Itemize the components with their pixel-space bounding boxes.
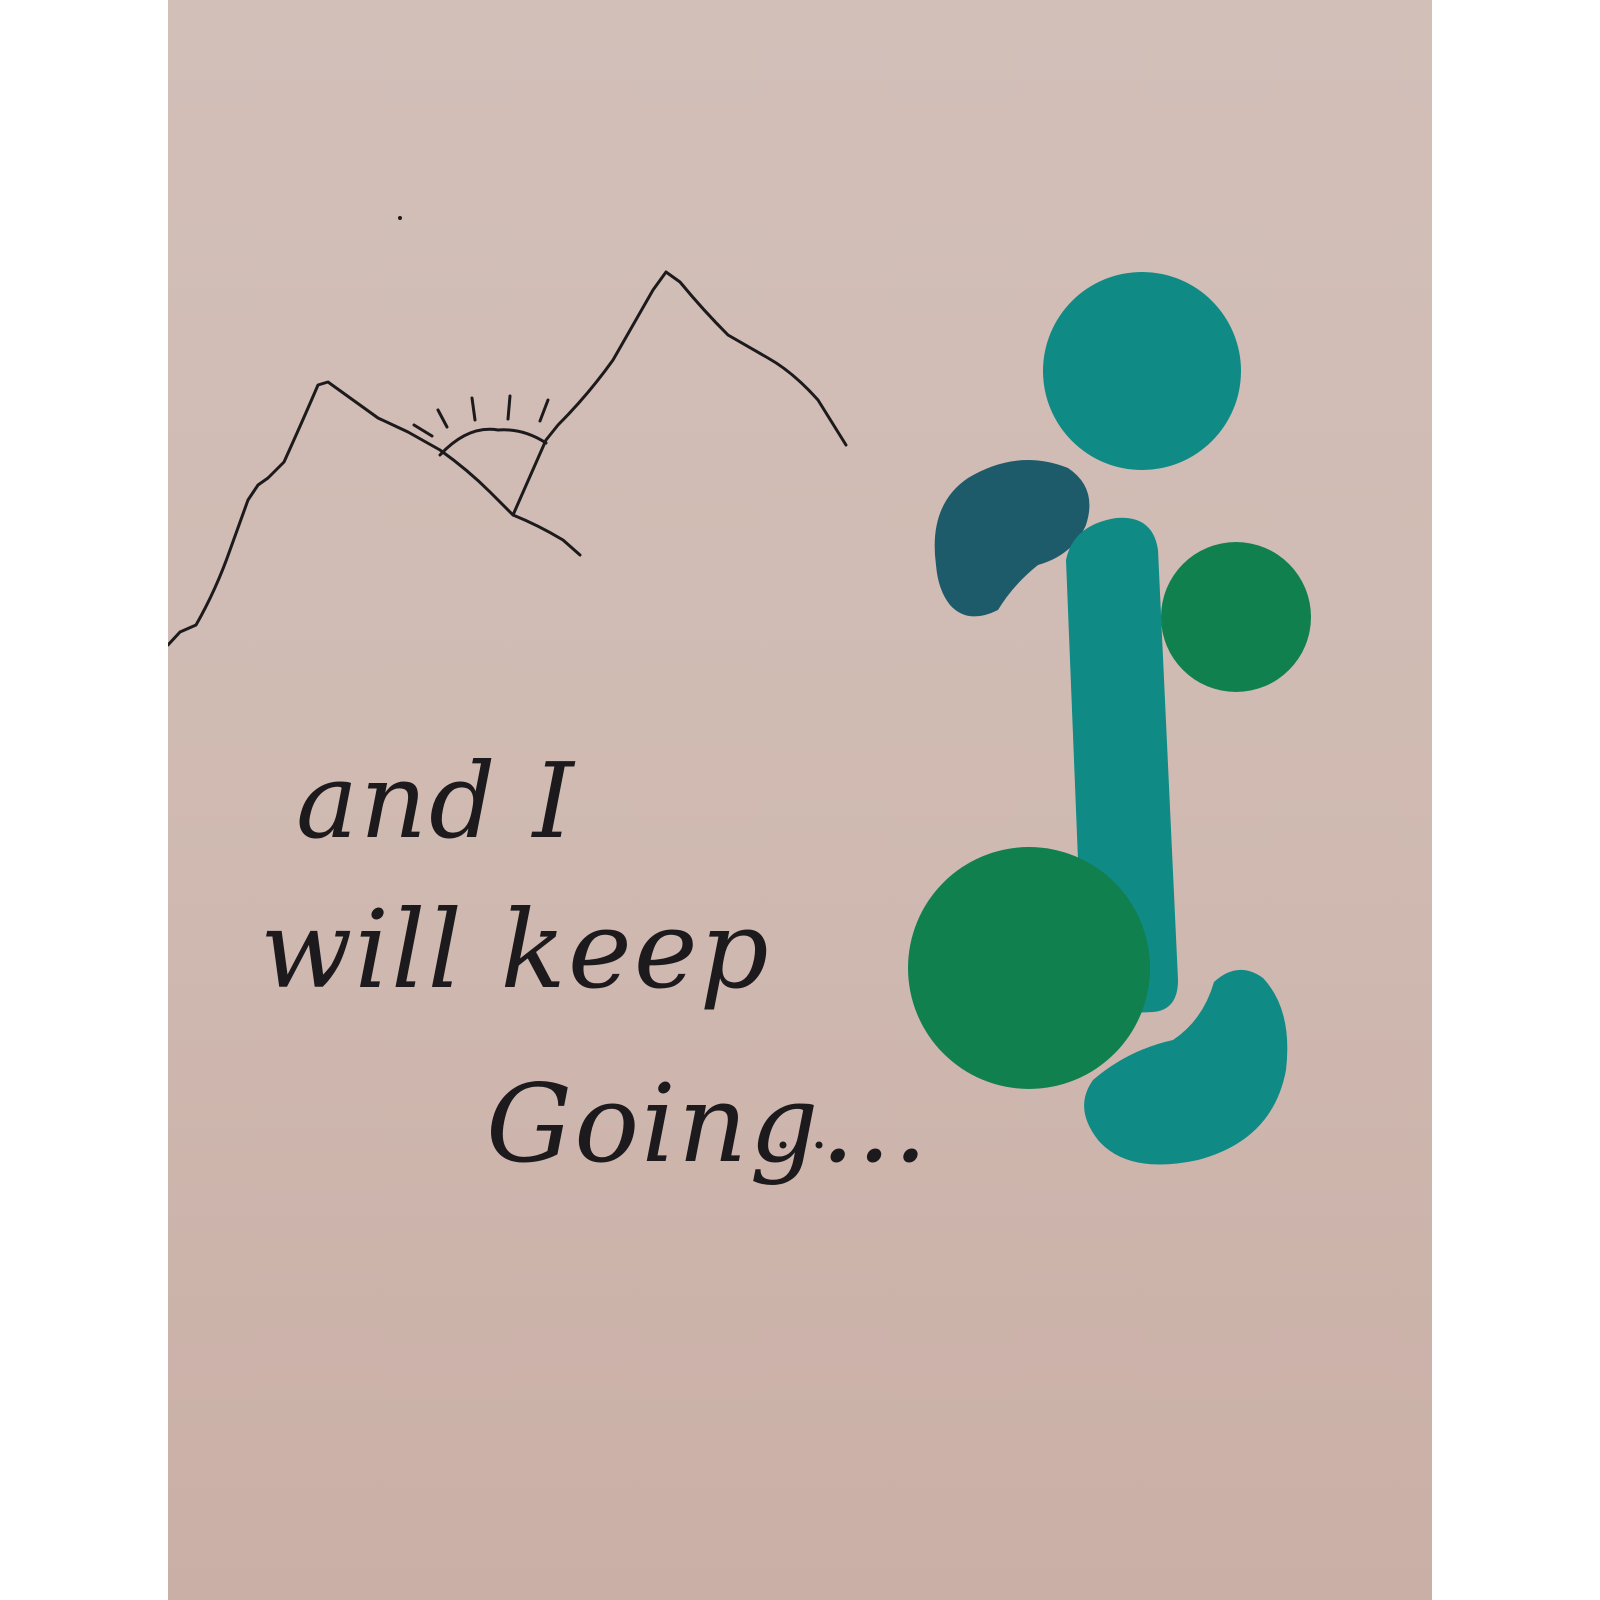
dark-teal-bean-shape	[935, 460, 1090, 616]
handwritten-line-2: will keep	[260, 888, 771, 1013]
handwritten-line-1: and I	[296, 740, 576, 862]
sun-arc-drawing	[440, 429, 546, 455]
painted-letter-i	[908, 272, 1311, 1165]
top-teal-circle	[1043, 272, 1241, 470]
handwritten-line-3: Going...	[486, 1062, 930, 1187]
mountain-range-drawing	[168, 382, 580, 645]
paper-sheet	[168, 0, 1432, 1600]
ink-dot	[398, 216, 402, 220]
green-side-circle	[1161, 542, 1311, 692]
large-green-circle	[908, 847, 1150, 1089]
right-mountain-drawing	[513, 272, 846, 515]
